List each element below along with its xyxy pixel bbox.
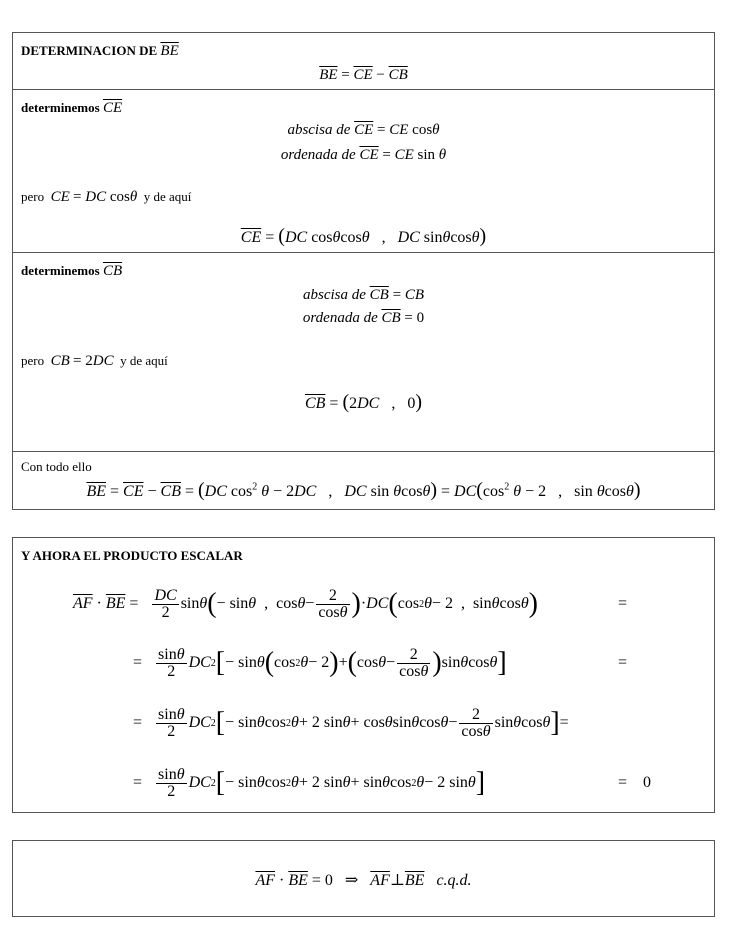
- producto-box: Y AHORA EL PRODUCTO ESCALAR $\overline{AF}$ · $\overline{BE}$ = $\frac{DC}{2}$ sin θ ( − sin θ , cos θ − $\frac{2}{\cos\theta}$ ) · DC ( cos 2 θ − 2 , sin θ cos θ ) = = $\frac{\sin\theta}{2}$ DC 2 [ − sin θ ( cos 2 θ − 2 ) + ( cos θ − $\frac{2}{\cos\theta}$ ) sin θ cos θ ] = = $\frac{\sin\theta}{2}$ DC 2 [ − sin θ cos 2 θ + 2 sin θ + cos θ sin θ cos θ − $\frac{2}{\cos\theta}$ sin θ cos θ ] = = $\frac{\sin\theta}{2}$ DC 2 [ − sin θ cos 2 θ + 2 sin θ + sin θ cos 2 θ − 2 sin θ ] = 0: [12, 537, 715, 813]
- ordenada-cb: ordenada de $\overline{CB} = 0$: [302, 310, 425, 326]
- section-determinemos-cb: [13, 252, 714, 451]
- conclusion-box: [12, 840, 715, 917]
- abscisa-cb: abscisa de $\overline{CB}$ = CB: [303, 287, 424, 303]
- intro-text: Con todo ello: [21, 459, 92, 474]
- abscisa-ce: abscisa de $\overline{CE}$ = CE cosθ: [287, 122, 440, 138]
- conclusion-formula: $\overline{AF} \cdot \overline{BE} = 0$ ⇒ $\overline{AF}\perp\overline{BE}$ c.q.d.: [255, 872, 472, 889]
- equation-line-3: = $\frac{\sin\theta}{2}$ DC 2 [ − sin θ cos 2 θ + 2 sin θ + cos θ sin θ cos θ − $\frac{2}{\cos\theta}$ sin θ cos θ ] =: [133, 705, 569, 740]
- result-cb: $\overline{CB} = (2DC$ , 0): [304, 391, 423, 413]
- section-con-todo-ello: [13, 451, 714, 509]
- producto-heading: Y AHORA EL PRODUCTO ESCALAR: [21, 548, 243, 563]
- formula-be: $\overline{BE} = \overline{CE} - \overline{CB}$: [319, 67, 408, 83]
- equation-line-2: = $\frac{\sin\theta}{2}$ DC 2 [ − sin θ ( cos 2 θ − 2 ) + ( cos θ − $\frac{2}{\cos\theta}$ ) sin θ cos θ ]: [133, 645, 507, 680]
- equation-line-4: = $\frac{\sin\theta}{2}$ DC 2 [ − sin θ cos 2 θ + 2 sin θ + sin θ cos 2 θ − 2 sin θ ]: [133, 765, 486, 800]
- equation-line-1: $\overline{AF}$ · $\overline{BE}$ = $\frac{DC}{2}$ sin θ ( − sin θ , cos θ − $\frac{2}{\cos\theta}$ ) · DC ( cos 2 θ − 2 , sin θ cos θ ): [73, 586, 538, 621]
- result-ce: $\overline{CE} = (DC$ cosθcosθ , DC sinθcosθ): [240, 225, 487, 247]
- pero-line-ce: pero CE = DC cosθ y de aquí: [21, 189, 192, 205]
- section-heading: determinemos $\overline{CE}$: [21, 100, 123, 116]
- formula-be-final: $\overline{BE} = \overline{CE} - \overline{CB} = (DC$ $\cos^2 \theta - 2DC$ , DC $\sin \theta\cos\theta) = DC(\cos^2$ θ − 2 , sin θcosθ): [86, 479, 641, 501]
- section-determinemos-ce: [13, 89, 714, 252]
- section-heading: determinemos $\overline{CB}$: [21, 263, 123, 279]
- pero-line-cb: pero CB = 2DC y de aquí: [21, 353, 168, 369]
- derivation-box: [12, 32, 715, 510]
- section-determinacion-be: [13, 33, 714, 89]
- section-heading: DETERMINACION DE $\overline{BE}$: [21, 43, 179, 59]
- ordenada-ce: ordenada de $\overline{CE}$ = CE sin θ: [280, 147, 447, 163]
